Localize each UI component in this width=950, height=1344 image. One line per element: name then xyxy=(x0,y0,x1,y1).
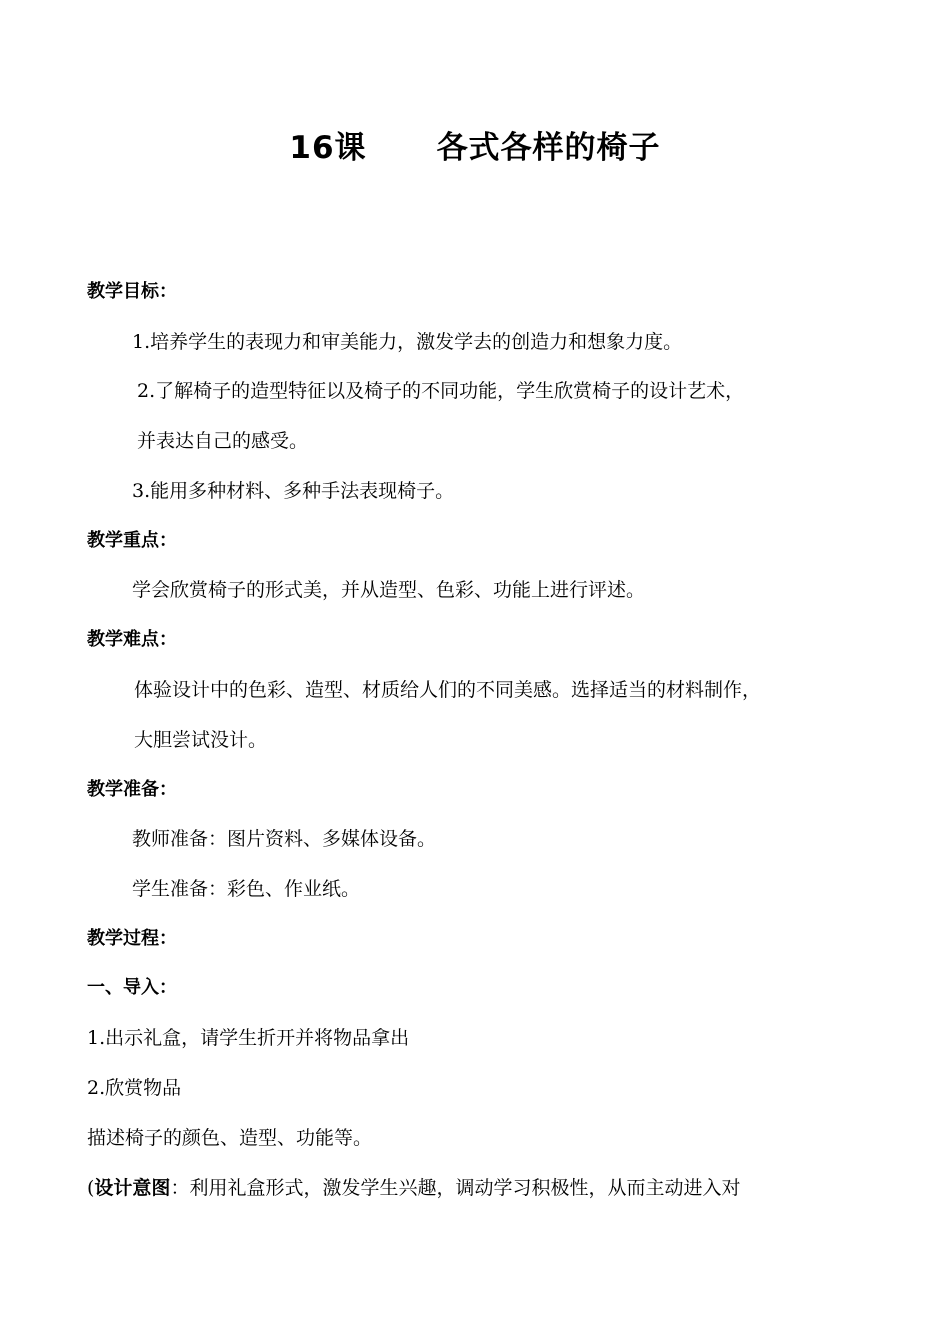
intro-step-1: 1.出示礼盒，请学生折开并将物品拿出 xyxy=(87,1027,410,1049)
teacher-preparation: 教师准备：图片资料、多媒体设备。 xyxy=(132,828,437,850)
key-points-text: 学会欣赏椅子的形式美，并从造型、色彩、功能上进行评述。 xyxy=(132,579,646,601)
difficulties-heading: 教学难点： xyxy=(87,629,177,650)
objective-2-line1: 2.了解椅子的造型特征以及椅子的不同功能，学生欣赏椅子的设计艺术， xyxy=(137,380,745,402)
preparation-heading: 教学准备： xyxy=(87,779,177,800)
design-intent xyxy=(87,1175,740,1201)
design-open-paren: ( xyxy=(87,1177,95,1199)
difficulties-line1: 体验设计中的色彩、造型、材质给人们的不同美感。选择适当的材料制作， xyxy=(134,679,762,701)
objective-2-line2: 并表达自己的感受。 xyxy=(137,430,309,452)
difficulties-line2: 大胆尝试没计。 xyxy=(134,729,268,751)
lesson-name: 各式各样的椅子 xyxy=(436,130,661,166)
objectives-heading: 教学目标： xyxy=(87,281,177,302)
student-preparation: 学生准备：彩色、作业纸。 xyxy=(132,878,361,900)
process-heading: 教学过程： xyxy=(87,928,177,949)
intro-step-3: 描述椅子的颜色、造型、功能等。 xyxy=(87,1127,373,1149)
page-title xyxy=(0,122,950,167)
design-intent-label: 设计意图 xyxy=(94,1177,171,1199)
intro-step-2: 2.欣赏物品 xyxy=(87,1077,182,1099)
key-points-heading: 教学重点： xyxy=(87,530,177,551)
objective-3: 3.能用多种材料、多种手法表现椅子。 xyxy=(132,480,455,502)
lesson-number: 16课 xyxy=(289,130,367,166)
objective-1: 1.培养学生的表现力和审美能力，激发学去的创造力和想象力度。 xyxy=(132,331,683,353)
section-intro-heading: 一、导入： xyxy=(87,977,177,998)
design-intent-text: ：利用礼盒形式，激发学生兴趣，调动学习积极性，从而主动进入对 xyxy=(170,1177,741,1199)
